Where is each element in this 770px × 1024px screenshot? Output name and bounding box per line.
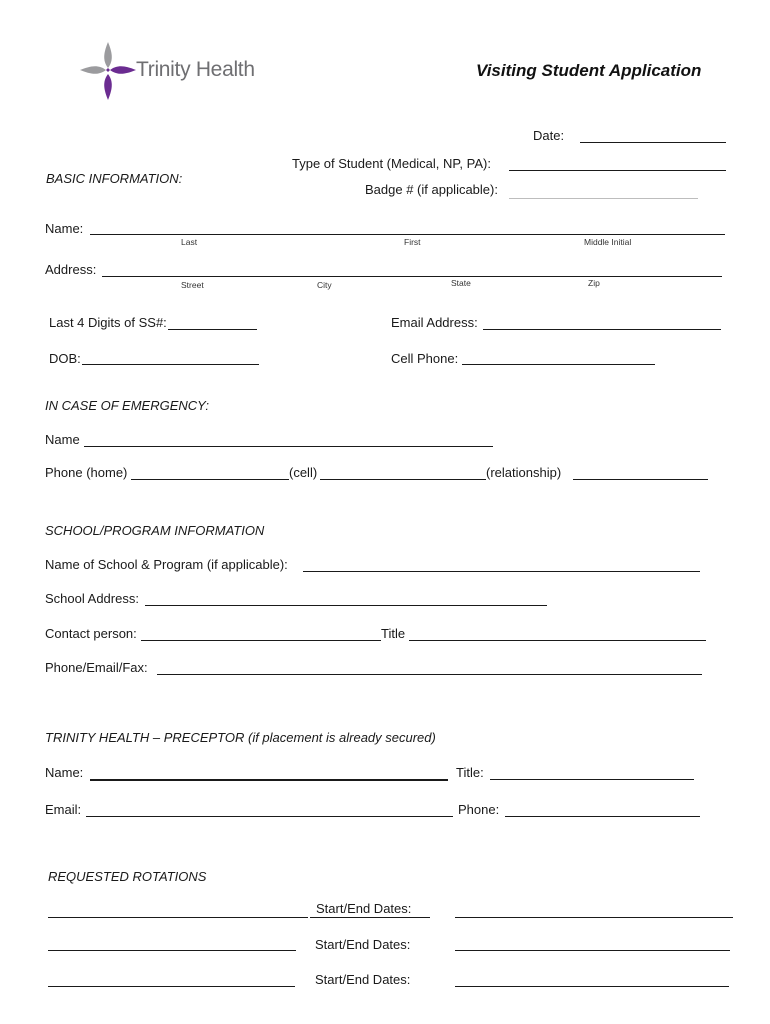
school-address-field[interactable] — [145, 605, 547, 606]
rotation-3-left-field[interactable] — [48, 986, 295, 987]
rotation-1-left-field[interactable] — [48, 917, 308, 918]
brand-name: Trinity Health — [136, 58, 255, 81]
date-field[interactable] — [580, 142, 726, 143]
emergency-name-label: Name — [45, 432, 80, 447]
address-label: Address: — [45, 262, 97, 277]
school-name-field[interactable] — [303, 571, 700, 572]
school-phone-field[interactable] — [157, 674, 702, 675]
emergency-cell-label: (cell) — [289, 465, 318, 480]
address-sub-zip: Zip — [588, 278, 600, 288]
email-label: Email Address: — [391, 315, 478, 330]
rotations-heading: REQUESTED ROTATIONS — [48, 869, 207, 884]
emergency-heading: IN CASE OF EMERGENCY: — [45, 398, 209, 413]
page-title: Visiting Student Application — [476, 61, 702, 80]
basic-info-heading: BASIC INFORMATION: — [46, 171, 183, 186]
emergency-relationship-label: (relationship) — [486, 465, 562, 480]
emergency-phone-home-field[interactable] — [131, 479, 289, 480]
address-sub-state: State — [451, 278, 471, 288]
school-address-label: School Address: — [45, 591, 139, 606]
rotation-2-right-field[interactable] — [455, 950, 730, 951]
student-type-field[interactable] — [509, 170, 726, 171]
dob-label: DOB: — [49, 351, 81, 366]
preceptor-phone-field[interactable] — [505, 816, 700, 817]
emergency-relationship-field[interactable] — [573, 479, 708, 480]
badge-label: Badge # (if applicable): — [365, 182, 498, 197]
preceptor-name-label: Name: — [45, 765, 84, 780]
name-sub-middle: Middle Initial — [584, 237, 632, 247]
school-heading: SCHOOL/PROGRAM INFORMATION — [45, 523, 265, 538]
contact-person-field[interactable] — [141, 640, 381, 641]
preceptor-name-field[interactable] — [90, 779, 448, 781]
cell-field[interactable] — [462, 364, 655, 365]
rotation-2-label: Start/End Dates: — [315, 937, 411, 952]
date-label: Date: — [533, 128, 565, 143]
preceptor-heading: TRINITY HEALTH – PRECEPTOR (if placement is already secured) — [45, 730, 436, 745]
preceptor-phone-label: Phone: — [458, 802, 500, 817]
school-phone-label: Phone/Email/Fax: — [45, 660, 148, 675]
dob-field[interactable] — [82, 364, 259, 365]
preceptor-title-field[interactable] — [490, 779, 694, 780]
student-type-label: Type of Student (Medical, NP, PA): — [292, 156, 491, 171]
school-name-label: Name of School & Program (if applicable): — [45, 557, 288, 572]
ssn-field[interactable] — [168, 329, 257, 330]
contact-title-field[interactable] — [409, 640, 706, 641]
cell-label: Cell Phone: — [391, 351, 459, 366]
rotation-3-right-field[interactable] — [455, 986, 729, 987]
email-field[interactable] — [483, 329, 721, 330]
emergency-phone-home-label: Phone (home) — [45, 465, 128, 480]
name-sub-first: First — [404, 237, 421, 247]
address-field[interactable] — [102, 276, 722, 277]
rotation-1-right-field[interactable] — [455, 917, 733, 918]
rotation-1-label-line — [310, 917, 430, 918]
address-sub-city: City — [317, 280, 332, 290]
emergency-cell-field[interactable] — [320, 479, 486, 480]
logo — [78, 40, 278, 102]
badge-field[interactable] — [509, 198, 698, 199]
rotation-3-label: Start/End Dates: — [315, 972, 411, 987]
preceptor-title-label: Title: — [456, 765, 484, 780]
preceptor-email-label: Email: — [45, 802, 82, 817]
contact-title-label: Title — [381, 626, 406, 641]
trinity-cross-icon — [78, 40, 138, 102]
contact-person-label: Contact person: — [45, 626, 137, 641]
ssn-label: Last 4 Digits of SS#: — [49, 315, 167, 330]
preceptor-email-field[interactable] — [86, 816, 453, 817]
address-sub-street: Street — [181, 280, 204, 290]
emergency-name-field[interactable] — [84, 446, 493, 447]
name-field[interactable] — [90, 234, 725, 235]
name-sub-last: Last — [181, 237, 198, 247]
rotation-2-left-field[interactable] — [48, 950, 296, 951]
name-label: Name: — [45, 221, 84, 236]
rotation-1-label: Start/End Dates: — [316, 901, 412, 916]
